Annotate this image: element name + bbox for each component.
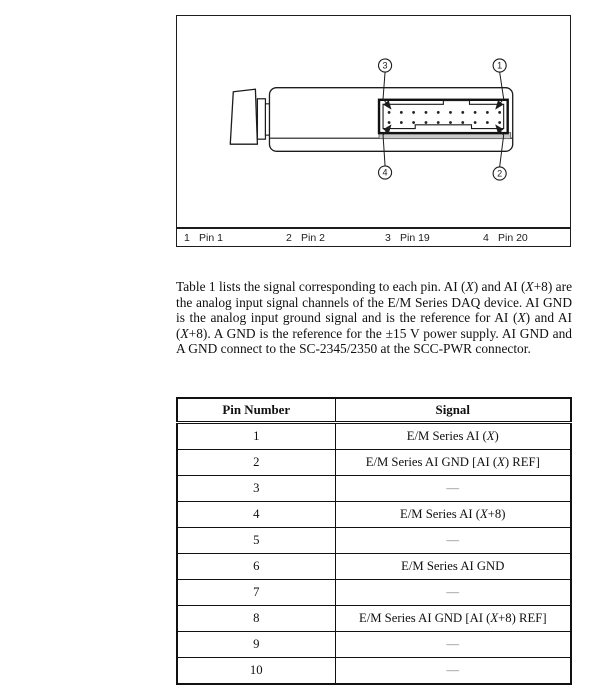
connector-diagram	[177, 16, 570, 227]
signal-cell: —	[335, 476, 571, 502]
table-row	[177, 632, 571, 658]
legend-item-1	[184, 232, 286, 244]
legend-label: Pin 20	[498, 231, 528, 244]
table-row	[177, 658, 571, 685]
connector-figure	[176, 15, 571, 247]
pin-number-cell: 9	[177, 632, 335, 658]
signal-header: Signal	[335, 398, 571, 423]
callout-label-1: 1	[497, 60, 503, 71]
legend-label: Pin 19	[400, 231, 430, 244]
table-row	[177, 476, 571, 502]
receptacle-inner-shape	[383, 101, 504, 129]
pin-number-cell: 8	[177, 606, 335, 632]
table-row	[177, 580, 571, 606]
legend-item-3	[385, 232, 483, 244]
cable-boot-shape	[230, 89, 257, 144]
table-row	[177, 606, 571, 632]
legend-label: Pin 2	[301, 231, 325, 244]
legend-number: 2	[286, 231, 292, 244]
signal-cell: E/M Series AI GND	[335, 554, 571, 580]
legend-item-2	[286, 232, 385, 244]
signal-cell: E/M Series AI (X+8)	[335, 502, 571, 528]
boot-neck-shape	[257, 99, 265, 139]
table-row	[177, 502, 571, 528]
legend-number: 3	[385, 231, 391, 244]
figure-canvas	[176, 15, 571, 227]
legend-item-4	[483, 232, 570, 244]
pin-number-cell: 1	[177, 423, 335, 450]
pin-number-cell: 4	[177, 502, 335, 528]
callout-label-2: 2	[497, 168, 503, 179]
table-header-row	[177, 398, 571, 423]
callout-label-4: 4	[382, 167, 388, 178]
signal-cell: —	[335, 528, 571, 554]
pin-number-cell: 3	[177, 476, 335, 502]
signal-cell: E/M Series AI GND [AI (X) REF]	[335, 450, 571, 476]
signal-cell: —	[335, 632, 571, 658]
body-paragraph: Table 1 lists the signal corresponding to each pin. AI (X) and AI (X+8) are the analog input signal channels of the E/M Series DAQ device. AI GND is the analog input ground signal and is the reference for AI (X) and AI (X+8). A GND is the reference for the ±15 V power supply. AI GND and A GND connect to the SC-2345/2350 at the SCC-PWR connector.	[176, 279, 573, 357]
legend-number: 4	[483, 231, 489, 244]
pin-number-header: Pin Number	[177, 398, 335, 423]
legend-number: 1	[184, 231, 190, 244]
pin-number-cell: 2	[177, 450, 335, 476]
table-row	[177, 554, 571, 580]
signal-cell: —	[335, 658, 571, 685]
signal-cell: E/M Series AI (X)	[335, 423, 571, 450]
pin-number-cell: 5	[177, 528, 335, 554]
figure-legend	[176, 227, 571, 247]
pin-signal-table	[176, 397, 572, 685]
table-row	[177, 423, 571, 450]
table-row	[177, 450, 571, 476]
legend-label: Pin 1	[199, 231, 223, 244]
signal-cell: —	[335, 580, 571, 606]
pin-number-cell: 7	[177, 580, 335, 606]
table-row	[177, 528, 571, 554]
pin-number-cell: 6	[177, 554, 335, 580]
callout-label-3: 3	[382, 60, 388, 71]
pin-number-cell: 10	[177, 658, 335, 685]
signal-cell: E/M Series AI GND [AI (X+8) REF]	[335, 606, 571, 632]
